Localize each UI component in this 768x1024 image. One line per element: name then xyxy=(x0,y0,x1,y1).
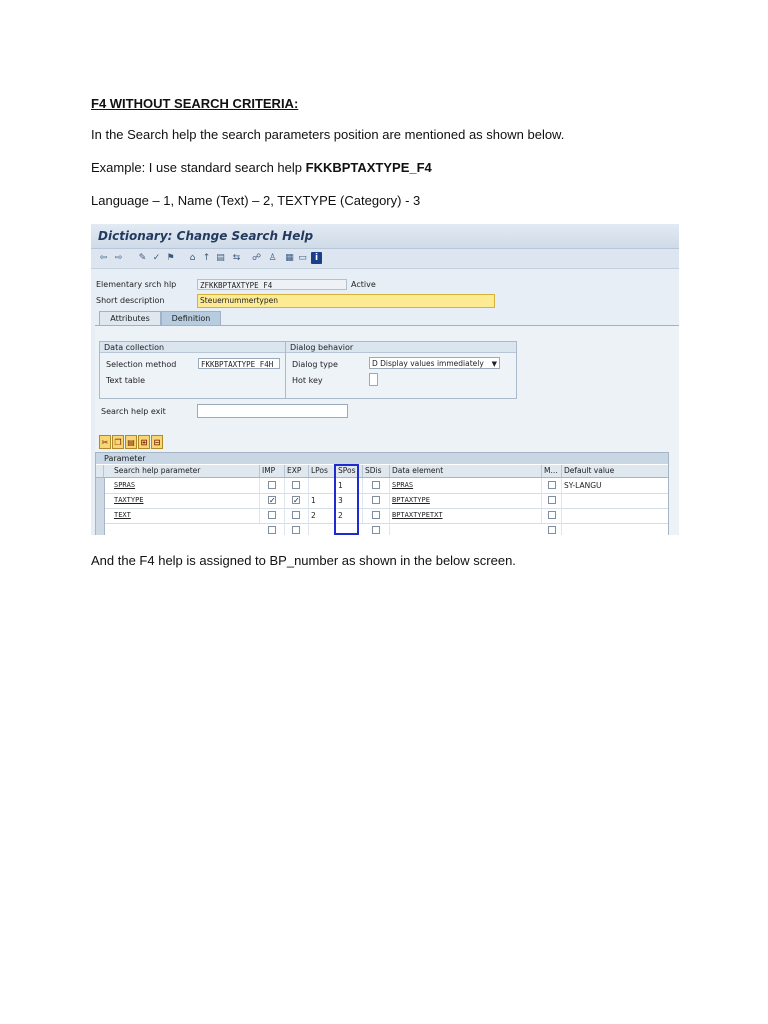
modified-checkbox[interactable] xyxy=(548,496,556,504)
dialog-type-value: D Display values immediately xyxy=(372,359,484,368)
header-selector xyxy=(96,465,104,477)
sdis-checkbox[interactable] xyxy=(372,496,380,504)
spos-highlight-box xyxy=(334,464,359,535)
exp-checkbox[interactable] xyxy=(292,511,300,519)
modified-checkbox[interactable] xyxy=(548,481,556,489)
text-table-label: Text table xyxy=(106,376,145,385)
imp-checkbox[interactable] xyxy=(268,511,276,519)
intro-text: In the Search help the search parameters position are mentioned as shown below. xyxy=(91,127,565,142)
insert-row-icon[interactable]: ⊞ xyxy=(138,435,150,449)
data-collection-title: Data collection xyxy=(100,342,285,353)
selection-method-field[interactable]: FKKBPTAXTYPE_F4H xyxy=(198,358,280,369)
short-description-label: Short description xyxy=(96,296,165,305)
window-icon[interactable]: ▭ xyxy=(298,253,307,263)
hot-key-label: Hot key xyxy=(292,376,323,385)
cell-modified[interactable] xyxy=(542,508,562,523)
up-arrow-icon[interactable]: ↑ xyxy=(202,253,211,263)
display-change-icon[interactable]: ✎ xyxy=(138,253,147,263)
row-selector[interactable] xyxy=(96,523,105,535)
elementary-search-help-field[interactable]: ZFKKBPTAXTYPE_F4 xyxy=(197,279,347,290)
dialog-behavior-group xyxy=(285,341,517,399)
sap-title-bar xyxy=(91,224,679,249)
exp-checkbox[interactable] xyxy=(292,481,300,489)
sap-screenshot xyxy=(91,224,679,535)
header-spos: SPos xyxy=(336,465,363,477)
cell-imp[interactable] xyxy=(260,508,285,523)
cell-default-value[interactable] xyxy=(562,508,668,523)
elementary-search-help-label: Elementary srch hlp xyxy=(96,280,177,289)
cell-modified[interactable] xyxy=(542,523,562,535)
cell-spos[interactable]: 1 xyxy=(336,478,363,493)
cell-data-element[interactable]: BPTAXTYPE xyxy=(390,493,542,508)
header-default-value: Default value xyxy=(564,466,615,475)
assignment-text: And the F4 help is assigned to BP_number as shown in the below screen. xyxy=(91,553,516,568)
hierarchy-tree-icon[interactable]: ♙ xyxy=(268,253,277,263)
cell-parameter[interactable]: SPRAS xyxy=(104,478,260,493)
text-table-field[interactable] xyxy=(198,374,280,385)
hierarchy-icon[interactable]: ☍ xyxy=(251,253,262,263)
cell-modified[interactable] xyxy=(542,478,562,493)
search-help-exit-label: Search help exit xyxy=(101,407,166,416)
sdis-checkbox[interactable] xyxy=(372,511,380,519)
table-row[interactable] xyxy=(96,478,668,494)
cell-sdis[interactable] xyxy=(363,508,390,523)
cell-lpos[interactable]: 2 xyxy=(309,508,336,523)
cell-imp[interactable] xyxy=(260,523,285,535)
cell-default-value[interactable] xyxy=(562,493,668,508)
chevron-down-icon[interactable]: ▼ xyxy=(491,360,497,368)
cell-default-value[interactable]: SY-LANGU xyxy=(564,481,602,490)
cell-exp[interactable] xyxy=(285,523,309,535)
search-help-exit-field[interactable] xyxy=(197,404,348,418)
header-sdis: SDis xyxy=(363,465,390,477)
cut-icon[interactable]: ✂ xyxy=(99,435,111,449)
modified-checkbox[interactable] xyxy=(548,526,556,534)
example-prefix: Example: I use standard search help xyxy=(91,160,306,175)
cell-exp[interactable] xyxy=(285,508,309,523)
example-text xyxy=(91,160,432,175)
modified-checkbox[interactable] xyxy=(548,511,556,519)
data-collection-group xyxy=(99,341,286,399)
cell-spos[interactable]: 2 xyxy=(336,508,363,523)
sdis-checkbox[interactable] xyxy=(372,526,380,534)
where-used-icon[interactable]: ⌂ xyxy=(189,253,196,263)
cell-modified[interactable] xyxy=(542,493,562,508)
cell-parameter[interactable]: TAXTYPE xyxy=(104,493,260,508)
cell-sdis[interactable] xyxy=(363,478,390,493)
short-description-field[interactable]: Steuernummertypen xyxy=(197,294,495,308)
header-modified: M... xyxy=(542,465,562,477)
selection-method-label: Selection method xyxy=(106,360,177,369)
cell-lpos[interactable] xyxy=(309,478,336,493)
paste-icon[interactable]: ▤ xyxy=(125,435,137,449)
print-icon[interactable]: ▦ xyxy=(285,253,294,263)
cell-sdis[interactable] xyxy=(363,523,390,535)
copy-icon[interactable]: ❐ xyxy=(112,435,124,449)
info-icon[interactable]: i xyxy=(311,252,322,264)
header-data-element: Data element xyxy=(390,465,542,477)
parameter-table xyxy=(95,452,669,535)
imp-checkbox[interactable] xyxy=(268,526,276,534)
dialog-behavior-title: Dialog behavior xyxy=(286,342,516,353)
table-row[interactable] xyxy=(96,493,668,509)
table-header-row xyxy=(96,465,668,478)
navigation-icon[interactable]: ⇆ xyxy=(232,253,241,263)
cell-lpos[interactable]: 1 xyxy=(309,493,336,508)
header-search-help-parameter: Search help parameter xyxy=(104,465,260,477)
imp-checkbox[interactable] xyxy=(268,481,276,489)
cell-data-element[interactable]: SPRAS xyxy=(390,478,542,493)
cell-sdis[interactable] xyxy=(363,493,390,508)
cell-imp[interactable] xyxy=(260,478,285,493)
cell-exp[interactable] xyxy=(285,478,309,493)
tab-definition[interactable]: Definition xyxy=(161,311,221,325)
header-exp: EXP xyxy=(285,465,309,477)
forward-arrow-icon[interactable]: ⇨ xyxy=(114,253,123,263)
section-heading: F4 WITHOUT SEARCH CRITERIA: xyxy=(91,96,299,111)
example-search-help-name: FKKBPTAXTYPE_F4 xyxy=(305,160,432,175)
sap-toolbar xyxy=(91,249,679,269)
sap-title: Dictionary: Change Search Help xyxy=(98,229,314,243)
activate-icon[interactable]: ⚑ xyxy=(166,253,175,263)
cell-exp[interactable] xyxy=(285,493,309,508)
parameter-table-caption: Parameter xyxy=(96,453,668,464)
delete-row-icon[interactable]: ⊟ xyxy=(151,435,163,449)
dialog-type-dropdown[interactable] xyxy=(369,357,500,369)
exp-checkbox[interactable]: ✓ xyxy=(293,496,300,505)
positions-text: Language – 1, Name (Text) – 2, TEXTYPE (Category) - 3 xyxy=(91,193,421,208)
dialog-type-label: Dialog type xyxy=(292,360,338,369)
exp-checkbox[interactable] xyxy=(292,526,300,534)
imp-checkbox[interactable]: ✓ xyxy=(269,496,276,505)
check-icon[interactable]: ✓ xyxy=(152,253,161,263)
hot-key-field[interactable] xyxy=(369,373,378,386)
object-list-icon[interactable]: ▤ xyxy=(216,253,225,263)
header-imp: IMP xyxy=(260,465,285,477)
header-lpos: LPos xyxy=(309,465,336,477)
sdis-checkbox[interactable] xyxy=(372,481,380,489)
cell-data-element[interactable]: BPTAXTYPETXT xyxy=(390,508,542,523)
back-arrow-icon[interactable]: ⇦ xyxy=(99,253,108,263)
status-text: Active xyxy=(351,280,376,289)
cell-parameter[interactable]: TEXT xyxy=(104,508,260,523)
cell-spos[interactable]: 3 xyxy=(336,493,363,508)
cell-imp[interactable] xyxy=(260,493,285,508)
table-row-empty[interactable] xyxy=(96,523,668,535)
tab-attributes[interactable]: Attributes xyxy=(99,311,161,325)
table-row[interactable] xyxy=(96,508,668,524)
